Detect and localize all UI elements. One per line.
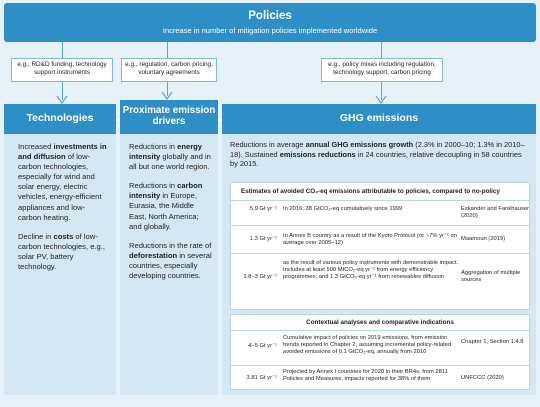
connector-line: [381, 42, 382, 58]
technologies-title: Technologies: [26, 112, 94, 125]
estimates-box: [230, 182, 530, 310]
row-description: Cumulative impact of policies on 2019 emissions, from emission trends reported in Chapter 2, assuming incremental policy-related avoided emissions of 0.1 GtCO₂-eq, annually from 2010: [283, 335, 452, 356]
down-arrow-icon: [376, 96, 386, 104]
row-description: In Annex B country as a result of the Kyoto Protocol (or ~7% yr⁻¹ on average over 2005–12): [283, 233, 457, 247]
divider: [231, 253, 529, 254]
connector-line: [167, 42, 168, 58]
drivers-panel: [120, 134, 218, 395]
row-reference: Chapter 1, Section 1.4.8: [461, 339, 524, 345]
divider: [231, 365, 529, 366]
technologies-cost-text: Decline in costs of low-carbon technologies, e.g., solar PV, battery technology.: [18, 231, 105, 272]
policies-title: Policies: [248, 10, 292, 22]
technologies-panel: [4, 134, 116, 395]
example-text: e.g., regulation, carbon pricing, voluntary agreements: [125, 61, 213, 76]
divider: [231, 225, 529, 226]
down-arrow-icon: [162, 92, 172, 100]
ghg-header: [222, 104, 536, 134]
down-arrow-icon: [57, 96, 67, 104]
row-value: 3.81 Gt yr⁻¹: [246, 375, 277, 381]
technologies-investment-text: Increased investments in and diffusion of low-carbon technologies, especially for wind and solar energy, electric vehicles, energy-efficient appliances and low-carbon heating.: [18, 142, 107, 222]
drivers-header: [120, 100, 218, 134]
row-description: Projected by Annex I countries for 2020 in their BR4s, from 2811 Policies and Measures, impacts reported for 38% of them: [283, 369, 448, 383]
row-value: 1.8–3 Gt yr⁻¹: [243, 274, 277, 280]
contextual-title: Contextual analyses and comparative indications: [306, 319, 454, 326]
example-text: e.g., policy mixes including regulation, technology support, carbon pricing: [328, 61, 436, 76]
connector-line: [62, 42, 63, 58]
example-box-technologies: [11, 58, 113, 82]
row-value: 4–5 Gt yr⁻¹: [248, 343, 277, 349]
contextual-box: [230, 314, 530, 390]
row-reference: Maamoun (2019): [461, 236, 506, 242]
example-box-ghg: [321, 58, 443, 82]
ghg-panel: [222, 134, 536, 395]
technologies-header: [4, 104, 116, 134]
drivers-title: Proximate emission drivers: [122, 105, 216, 127]
row-reference: Eskander and Fankhauser (2020): [461, 206, 529, 220]
row-value: 1.3 Gt yr⁻¹: [249, 236, 277, 242]
ghg-intro-text: Reductions in average annual GHG emissions growth (2.3% in 2000–10; 1.3% in 2010–18). Sustained emissions reductions in 24 countries, relative decoupling in 58 countries by 2015.: [230, 140, 525, 169]
divider: [231, 330, 529, 331]
drivers-energy-text: Reductions in energy intensity globally and in all but one world region.: [129, 142, 211, 172]
drivers-deforestation-text: Reductions in the rate of deforestation in several countries, especially developing countries.: [129, 240, 212, 281]
drivers-carbon-text: Reductions in carbon intensity in Europe, Eurasia, the Middle East, North America; and globally.: [129, 181, 203, 231]
example-box-drivers: [121, 58, 217, 82]
row-reference: UNFCCC (2020): [461, 375, 504, 381]
row-reference: Aggregation of multiple sources: [461, 270, 521, 284]
divider: [231, 200, 529, 201]
row-value: 5.9 Gt yr⁻¹: [249, 206, 277, 212]
ghg-title: GHG emissions: [339, 112, 419, 125]
row-description: as the result of various policy instruments with demonstrable impact. Includes at least 500 MtCO₂-eq yr⁻¹ from energy efficiency programmes; and 1.3 GtCO₂-eq yr⁻¹ from renewables diffusion: [283, 260, 459, 281]
policies-banner: [4, 3, 536, 42]
example-text: e.g., RD&D funding, technology support instruments: [17, 61, 107, 76]
estimates-title: Estimates of avoided CO₂-eq emissions attributable to policies, compared to no-policy: [241, 188, 500, 195]
policies-subtitle: Increase in number of mitigation policies implemented worldwide: [162, 26, 378, 35]
row-description: In 2016; 38 GtCO₂-eq cumulatively since 1999: [283, 206, 403, 212]
